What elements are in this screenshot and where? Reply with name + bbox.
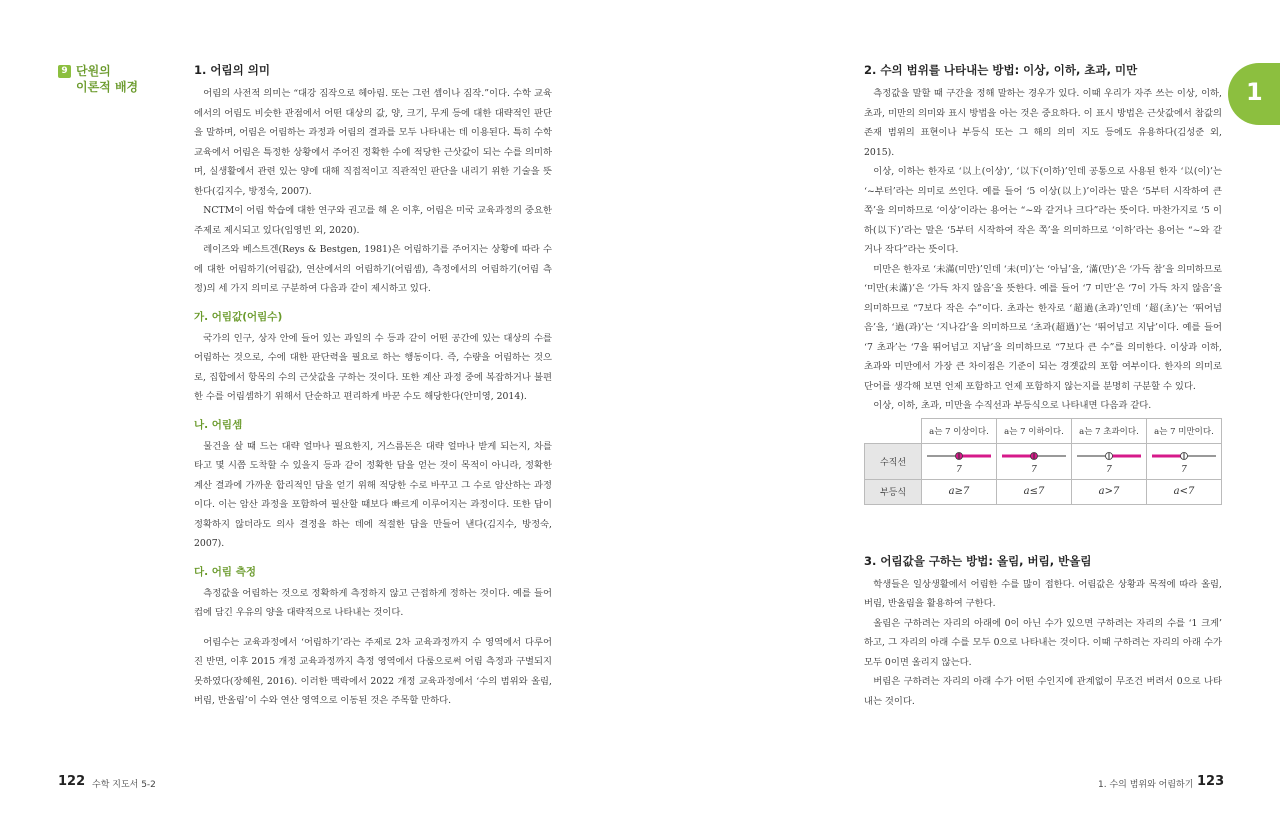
table-header: a는 7 미만이다. [1147, 418, 1222, 443]
subheading-estimated-value: 가. 어림값(어림수) [194, 310, 283, 323]
subheading-estimated-measurement: 다. 어림 측정 [194, 565, 257, 578]
left-page-number: 122 [58, 774, 86, 789]
number-line-lt [1147, 443, 1222, 479]
paragraph: 어림의 사전적 의미는 “대강 짐작으로 헤아림. 또는 그런 셈이나 짐작.”이다. 수학 교육에서의 어림도 비슷한 관점에서 어떤 대상의 값, 양, 크기, 무게 등에 대한 대략적인 판단을 말하며, 어림은 어림하는 과정과 어림의 결과를 모두 나타내는 데 이용된다. 특히 수학 교육에서 어림은 특정한 상황에서 주어진 정확한 수에 적당한 근삿값이 되는 수를 의미하며, 실생활에서 관련 있는 양에 대해 직접적이고 직관적인 판단을 내리기 위한 기술을 뜻한다(김지수, 방정숙, 2007). [194, 88, 552, 197]
paragraph: 어림수는 교육과정에서 ‘어림하기’라는 주제로 2차 교육과정까지 수 영역에서 다루어진 반면, 이후 2015 개정 교육과정까지 측정 영역에서 다룸으로써 어림 측정과 구별되지 못하였다(장혜원, 2016). 이러한 맥락에서 2022 개정 교육과정에서 ‘수의 범위와 올림, 버림, 반올림’이 수와 연산 영역으로 이동된 것은 주목할 만하다. [194, 636, 552, 706]
side-title-line2: 이론적 배경 [76, 80, 139, 94]
chapter-number: 1 [1246, 78, 1263, 106]
number-line-gt [1072, 443, 1147, 479]
tick-label: 7 [956, 464, 962, 475]
paragraph: 학생들은 일상생활에서 어림한 수를 많이 접한다. 어림값은 상황과 목적에 따라 올림, 버림, 반올림을 활용하여 구한다. [864, 578, 1222, 609]
row-label-number-line: 수직선 [865, 443, 922, 479]
tick-label: 7 [1106, 464, 1112, 475]
table-header: a는 7 이상이다. [922, 418, 997, 443]
right-page-number: 123 [1197, 774, 1225, 789]
paragraph: 국가의 인구, 상자 안에 들어 있는 과일의 수 등과 같이 어떤 공간에 있는 대상의 수를 어림하는 것으로, 수에 대한 판단력을 필요로 하는 행동이다. 즉, 수량을 어림하는 것으로, 집합에서 항목의 수의 근삿값을 구하는 것이다. 또한 계산 과정 중에 복잡하거나 불편한 수를 어림셈하기 위해서 단순하고 편리하게 바꾼 수도 해당한다(안미영, 2014). [194, 332, 552, 402]
heading-rounding-methods: 3. 어림값을 구하는 방법: 올림, 버림, 반올림 [864, 553, 1092, 568]
paragraph: 측정값을 어림하는 것으로 정확하게 측정하지 않고 근접하게 정하는 것이다. 예를 들어 컵에 담긴 우유의 양을 대략적으로 나타내는 것이다. [194, 587, 552, 618]
tick-label: 7 [1181, 464, 1187, 475]
heading-meaning-of-estimation: 1. 어림의 의미 [194, 63, 270, 77]
right-footer-text: 1. 수의 범위와 어림하기 [1098, 780, 1194, 790]
number-line-le [997, 443, 1072, 479]
left-footer-text: 수학 지도서 5-2 [92, 780, 156, 790]
paragraph: 이상, 이하, 초과, 미만을 수직선과 부등식으로 나타내면 다음과 같다. [873, 400, 1152, 411]
paragraph: 측정값을 말할 때 구간을 정해 말하는 경우가 있다. 이때 우리가 자주 쓰는 이상, 이하, 초과, 미만의 의미와 표시 방법을 아는 것은 중요하다. 이 표시 방법은 근삿값에서 참값의 존재 범위의 표현이나 부등식 또는 그 해의 의미 지도 등에도 유용하다(김성준 외, 2015). [864, 88, 1222, 158]
number-line-graphic [923, 445, 995, 475]
right-column [864, 62, 1222, 711]
table-header: a는 7 초과이다. [1072, 418, 1147, 443]
section-side-title [76, 63, 138, 95]
row-label-inequality: 부등식 [865, 479, 922, 504]
paragraph: 미만은 한자로 ‘未滿(미만)’인데 ‘未(미)’는 ‘아님’을, ‘滿(만)’은 ‘가득 참’을 의미하므로 ‘미만(未滿)’은 ‘가득 차지 않음’을 뜻한다. 예를 들어 ‘7 미만’은 ‘7이 가득 차지 않음’을 의미하므로 “7보다 작은 수”이다. 초과는 한자로 ‘超過(초과)’인데 ‘超(초)’는 ‘뛰어넘음’을, ‘過(과)’는 ‘지나감’을 의미하므로 ‘초과(超過)’는 ‘뛰어넘고 지남’이다. 예를 들어 ‘7 초과’는 ‘7을 뛰어넘고 지남’을 의미하므로 “7보다 큰 수”를 의미한다. 이상과 이하, 초과와 미만에서 가장 큰 차이점은 기준이 되는 경곗값의 포함 여부이다. 한자의 의미로 단어를 생각해 보면 언제 포함하고 언제 포함하지 않는지를 분명히 구분할 수 있다. [864, 263, 1222, 392]
table-header: a는 7 이하이다. [997, 418, 1072, 443]
inequality-cell: a<7 [1147, 479, 1222, 504]
paragraph: 이상, 이하는 한자로 ‘以上(이상)’, ‘以下(이하)’인데 공통으로 사용된 한자 ‘以(이)’는 ‘~부터’라는 의미로 쓰인다. 예를 들어 ‘5 이상(以上)’이라는 말은 ‘5부터 시작하여 큰 쪽’을 의미하므로 ‘이상’이라는 용어는 “~와 같거나 크다”라는 뜻이다. 마찬가지로 ‘5 이하(以下)’라는 말은 ‘5부터 시작하여 작은 쪽’을 의미하므로 ‘이하’라는 용어는 “~와 같거나 작다”라는 뜻이다. [864, 166, 1222, 255]
paragraph: NCTM이 어림 학습에 대한 연구와 권고를 해 온 이후, 어림은 미국 교육과정의 중요한 주제로 제시되고 있다(임영빈 외, 2020). [194, 205, 552, 236]
unit-badge: 9 [58, 65, 71, 78]
heading-range-of-numbers: 2. 수의 범위를 나타내는 방법: 이상, 이하, 초과, 미만 [864, 63, 1138, 77]
tick-label: 7 [1031, 464, 1037, 475]
inequality-cell: a≤7 [997, 479, 1072, 504]
number-line-graphic [998, 445, 1070, 475]
paragraph: 버림은 구하려는 자리의 아래 수가 어떤 수인지에 관계없이 무조건 버려서 0으로 나타내는 것이다. [864, 676, 1222, 707]
inequality-cell: a≥7 [922, 479, 997, 504]
left-column [194, 62, 552, 711]
number-line-ge [922, 443, 997, 479]
range-comparison-table [864, 418, 1222, 505]
number-line-graphic [1148, 445, 1220, 475]
number-line-graphic [1073, 445, 1145, 475]
paragraph: 레이즈와 베스트겐(Reys & Bestgen, 1981)은 어림하기를 주어지는 상황에 따라 수에 대한 어림하기(어림값), 연산에서의 어림하기(어림셈), 측정에서의 어림하기(어림 측정)의 세 가지 의미로 구분하여 다음과 같이 제시하고 있다. [194, 244, 552, 294]
inequality-cell: a>7 [1072, 479, 1147, 504]
side-title-line1: 단원의 [76, 64, 111, 78]
paragraph: 올림은 구하려는 자리의 아래에 0이 아닌 수가 있으면 구하려는 자리의 수를 ‘1 크게’ 하고, 그 자리의 아래 수를 모두 0으로 나타내는 것이다. 이때 구하려는 자리의 아래 수가 모두 0이면 올리지 않는다. [864, 617, 1222, 668]
paragraph: 물건을 살 때 드는 대략 얼마나 필요한지, 거스름돈은 대략 얼마나 받게 되는지, 차를 타고 몇 시쯤 도착할 수 있을지 등과 같이 정확한 답을 얻는 것이 목적이 아니라, 정확한 계산 결과에 가까운 합리적인 답을 얻기 위해 적당한 수로 바꾸고 그 수로 암산하는 과정이다. 이는 암산 과정을 포함하여 필산할 때보다 빠르게 이루어지는 과정이다. 또한 답이 정확하지 않더라도 의사 결정을 하는 데에 적절한 답을 만들어 낸다(김지수, 방정숙, 2007). [194, 440, 552, 549]
subheading-estimated-calculation: 나. 어림셈 [194, 418, 243, 431]
